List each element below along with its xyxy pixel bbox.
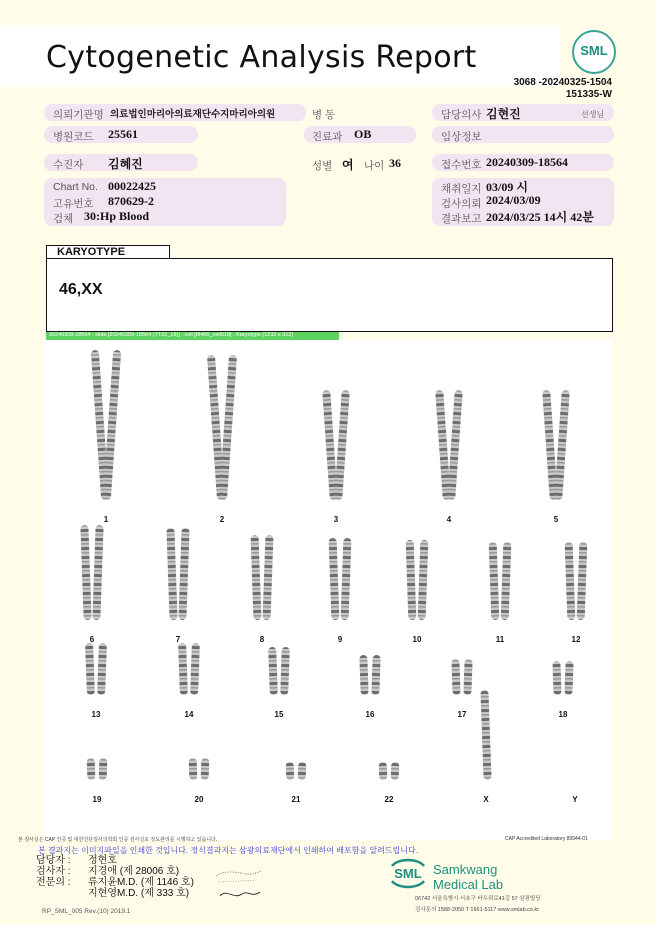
chromosome-8-1 <box>251 535 262 620</box>
chromosome-label-18: 18 <box>558 710 568 719</box>
sig-label-2: 검사자 : <box>36 866 71 877</box>
karyotype-tab-label: KARYOTYPE <box>57 246 126 258</box>
chromosome-5-2 <box>554 390 570 500</box>
chromosome-label-21: 21 <box>291 795 301 804</box>
chromosome-3-2 <box>334 390 350 500</box>
specimen-label: 검체 <box>53 213 74 225</box>
chromosome-11-2 <box>501 542 512 620</box>
chromosome-17-2 <box>463 659 472 695</box>
chromosome-label-8: 8 <box>259 635 265 644</box>
chromosome-20-1 <box>189 758 198 780</box>
certification-note: 본 검사실은 CAP 인증 및 대한진단검사의학회 인증 검사실로 정도관리를 시행하고 있습니다. <box>18 837 218 843</box>
sex-value: 여 <box>342 158 354 172</box>
chromosome-22-1 <box>379 762 388 780</box>
chromosome-7-1 <box>166 528 177 620</box>
institution-value: 의료법인마리아의료재단수지마리아의원 <box>110 110 276 120</box>
chromosome-label-15: 15 <box>274 710 284 719</box>
chromosome-label-13: 13 <box>91 710 101 719</box>
doc-code-line2: 151335-W <box>565 89 612 100</box>
chromosome-label-1: 1 <box>103 515 109 524</box>
chromosome-18-2 <box>564 661 573 695</box>
chromosome-label-22: 22 <box>384 795 394 804</box>
doctor-value: 김현진 <box>486 107 521 121</box>
handwritten-signature <box>212 868 264 902</box>
karyotype-result-box <box>46 258 613 332</box>
unique-value: 870629-2 <box>108 194 154 208</box>
hospital-code-label: 병원코드 <box>53 131 94 143</box>
chromosome-17-1 <box>451 659 460 695</box>
chromosome-12-1 <box>565 542 576 620</box>
doctor-label: 담당의사 <box>441 109 482 121</box>
lab-name-line1: Samkwang <box>433 862 498 877</box>
chromosome-label-19: 19 <box>92 795 102 804</box>
chromosome-15-2 <box>280 647 290 695</box>
image-caption-bar <box>46 332 339 340</box>
chromosome-13-1 <box>85 643 95 695</box>
report-value: 2024/03/25 14시 42분 <box>486 210 594 224</box>
chromosome-label-Y: Y <box>572 795 578 804</box>
age-label: 나이 <box>364 160 385 172</box>
age-value: 36 <box>389 156 401 170</box>
chromosome-label-4: 4 <box>446 515 452 524</box>
lab-address: 06742 서울특별시 서초구 바우뫼로41길 57 삼광빌딩 <box>415 896 541 902</box>
lab-contact: 검사문의 1588-2050 T 1661-5117 www.smlab.co.kr <box>415 907 540 913</box>
print-notice: 본 결과지는 이미지파일을 인쇄한 것입니다. 정식결과지는 삼광의료재단에서 인쇄하여 배포함을 알려드립니다. <box>38 846 418 855</box>
chromosome-9-2 <box>341 538 352 620</box>
image-caption: 20240309-18564 : slide [20240309-18564 (TT22_18)] : cell [M450_cell018] : Karyotype (1232 x 912) <box>49 332 294 338</box>
chromosome-label-2: 2 <box>219 515 225 524</box>
form-revision: RP_SML_005 Rev.(10) 2019.1 <box>42 908 131 915</box>
clinical-label: 임상정보 <box>441 131 482 143</box>
chromosome-1-2 <box>103 350 121 500</box>
chromosome-label-X: X <box>483 795 489 804</box>
institution-label: 의뢰기관명 <box>53 109 104 121</box>
request-label: 검사의뢰 <box>441 198 482 210</box>
patient-label: 수진자 <box>53 159 84 171</box>
sex-label: 성별 <box>312 160 333 172</box>
chromosome-14-1 <box>178 643 188 695</box>
chart-value: 00022425 <box>108 179 156 193</box>
chromosome-10-1 <box>406 540 417 620</box>
chromosome-8-2 <box>263 535 274 620</box>
chromosome-13-2 <box>97 643 107 695</box>
receipt-label: 접수번호 <box>441 159 482 171</box>
chromosome-16-2 <box>371 655 380 695</box>
dept-label: 진료과 <box>312 131 343 143</box>
chromosome-9-1 <box>329 538 340 620</box>
request-value: 2024/03/09 <box>486 193 541 207</box>
lab-name-line2: Medical Lab <box>433 877 504 892</box>
report-label: 결과보고 <box>441 213 482 225</box>
collect-label: 채취일지 <box>441 183 482 195</box>
samkwang-logo-icon <box>386 856 430 890</box>
karyotype-result: 46,XX <box>59 281 103 298</box>
chromosome-label-10: 10 <box>412 635 422 644</box>
sml-logo <box>572 30 616 74</box>
collect-value: 03/09 시 <box>486 180 528 194</box>
chromosome-19-2 <box>99 758 108 780</box>
report-title: Cytogenetic Analysis Report <box>46 40 477 75</box>
unique-label: 고유번호 <box>53 198 94 210</box>
chromosome-label-17: 17 <box>457 710 467 719</box>
chart-label: Chart No. <box>53 181 98 193</box>
chromosome-label-6: 6 <box>89 635 95 644</box>
cap-note: CAP Accredited Laboratory 89944-01 <box>505 836 588 842</box>
chromosome-label-9: 9 <box>337 635 343 644</box>
chromosome-label-12: 12 <box>571 635 581 644</box>
lab-name <box>433 862 503 892</box>
lab-logo-text: SML <box>394 866 422 881</box>
sig-label-1: 담당자 : <box>36 855 71 866</box>
chromosome-6-1 <box>80 525 91 620</box>
chromosome-20-2 <box>201 758 210 780</box>
chromosome-15-1 <box>268 647 278 695</box>
karyogram-svg <box>44 340 612 840</box>
chromosome-19-1 <box>87 758 96 780</box>
chromosome-21-1 <box>286 762 295 780</box>
chromosome-16-1 <box>359 655 368 695</box>
chromosome-7-2 <box>178 528 189 620</box>
sig-value-2: 지경애 (제 28006 호) <box>88 866 180 877</box>
document-code <box>500 77 612 101</box>
chromosome-label-11: 11 <box>495 635 505 644</box>
chromosome-label-14: 14 <box>184 710 194 719</box>
chromosome-label-7: 7 <box>175 635 181 644</box>
chromosome-6-2 <box>92 525 103 620</box>
chromosome-10-2 <box>418 540 429 620</box>
receipt-value: 20240309-18564 <box>486 155 568 169</box>
dept-value: OB <box>354 127 372 141</box>
chromosome-label-20: 20 <box>194 795 204 804</box>
chromosome-label-16: 16 <box>365 710 375 719</box>
chromosome-label-5: 5 <box>553 515 559 524</box>
doc-code-line1: 3068 -20240325-1504 <box>513 77 612 88</box>
chromosome-22-2 <box>391 762 400 780</box>
patient-value: 김혜진 <box>108 157 143 171</box>
chromosome-label-3: 3 <box>333 515 339 524</box>
sig-label-3: 전문의 : <box>36 877 71 888</box>
hospital-code-value: 25561 <box>108 127 138 141</box>
chromosome-X-1 <box>480 690 491 780</box>
ward-label: 병 동 <box>312 109 336 121</box>
chromosome-14-2 <box>190 643 200 695</box>
sig-value-4: 지현영M.D. (제 333 호) <box>88 888 190 899</box>
sml-logo-text: SML <box>580 43 608 58</box>
sig-value-3: 류지윤M.D. (제 1146 호) <box>88 877 194 888</box>
karyogram-image <box>44 340 612 840</box>
doctor-suffix: 선생님 <box>581 110 605 119</box>
chromosome-18-1 <box>552 661 561 695</box>
specimen-value: 30:Hp Blood <box>84 209 150 223</box>
chromosome-12-2 <box>577 542 588 620</box>
chromosome-4-2 <box>447 390 463 500</box>
chromosome-11-1 <box>489 542 500 620</box>
sig-value-1: 정현호 <box>88 855 117 866</box>
chromosome-21-2 <box>298 762 307 780</box>
chromosome-2-2 <box>219 355 237 500</box>
